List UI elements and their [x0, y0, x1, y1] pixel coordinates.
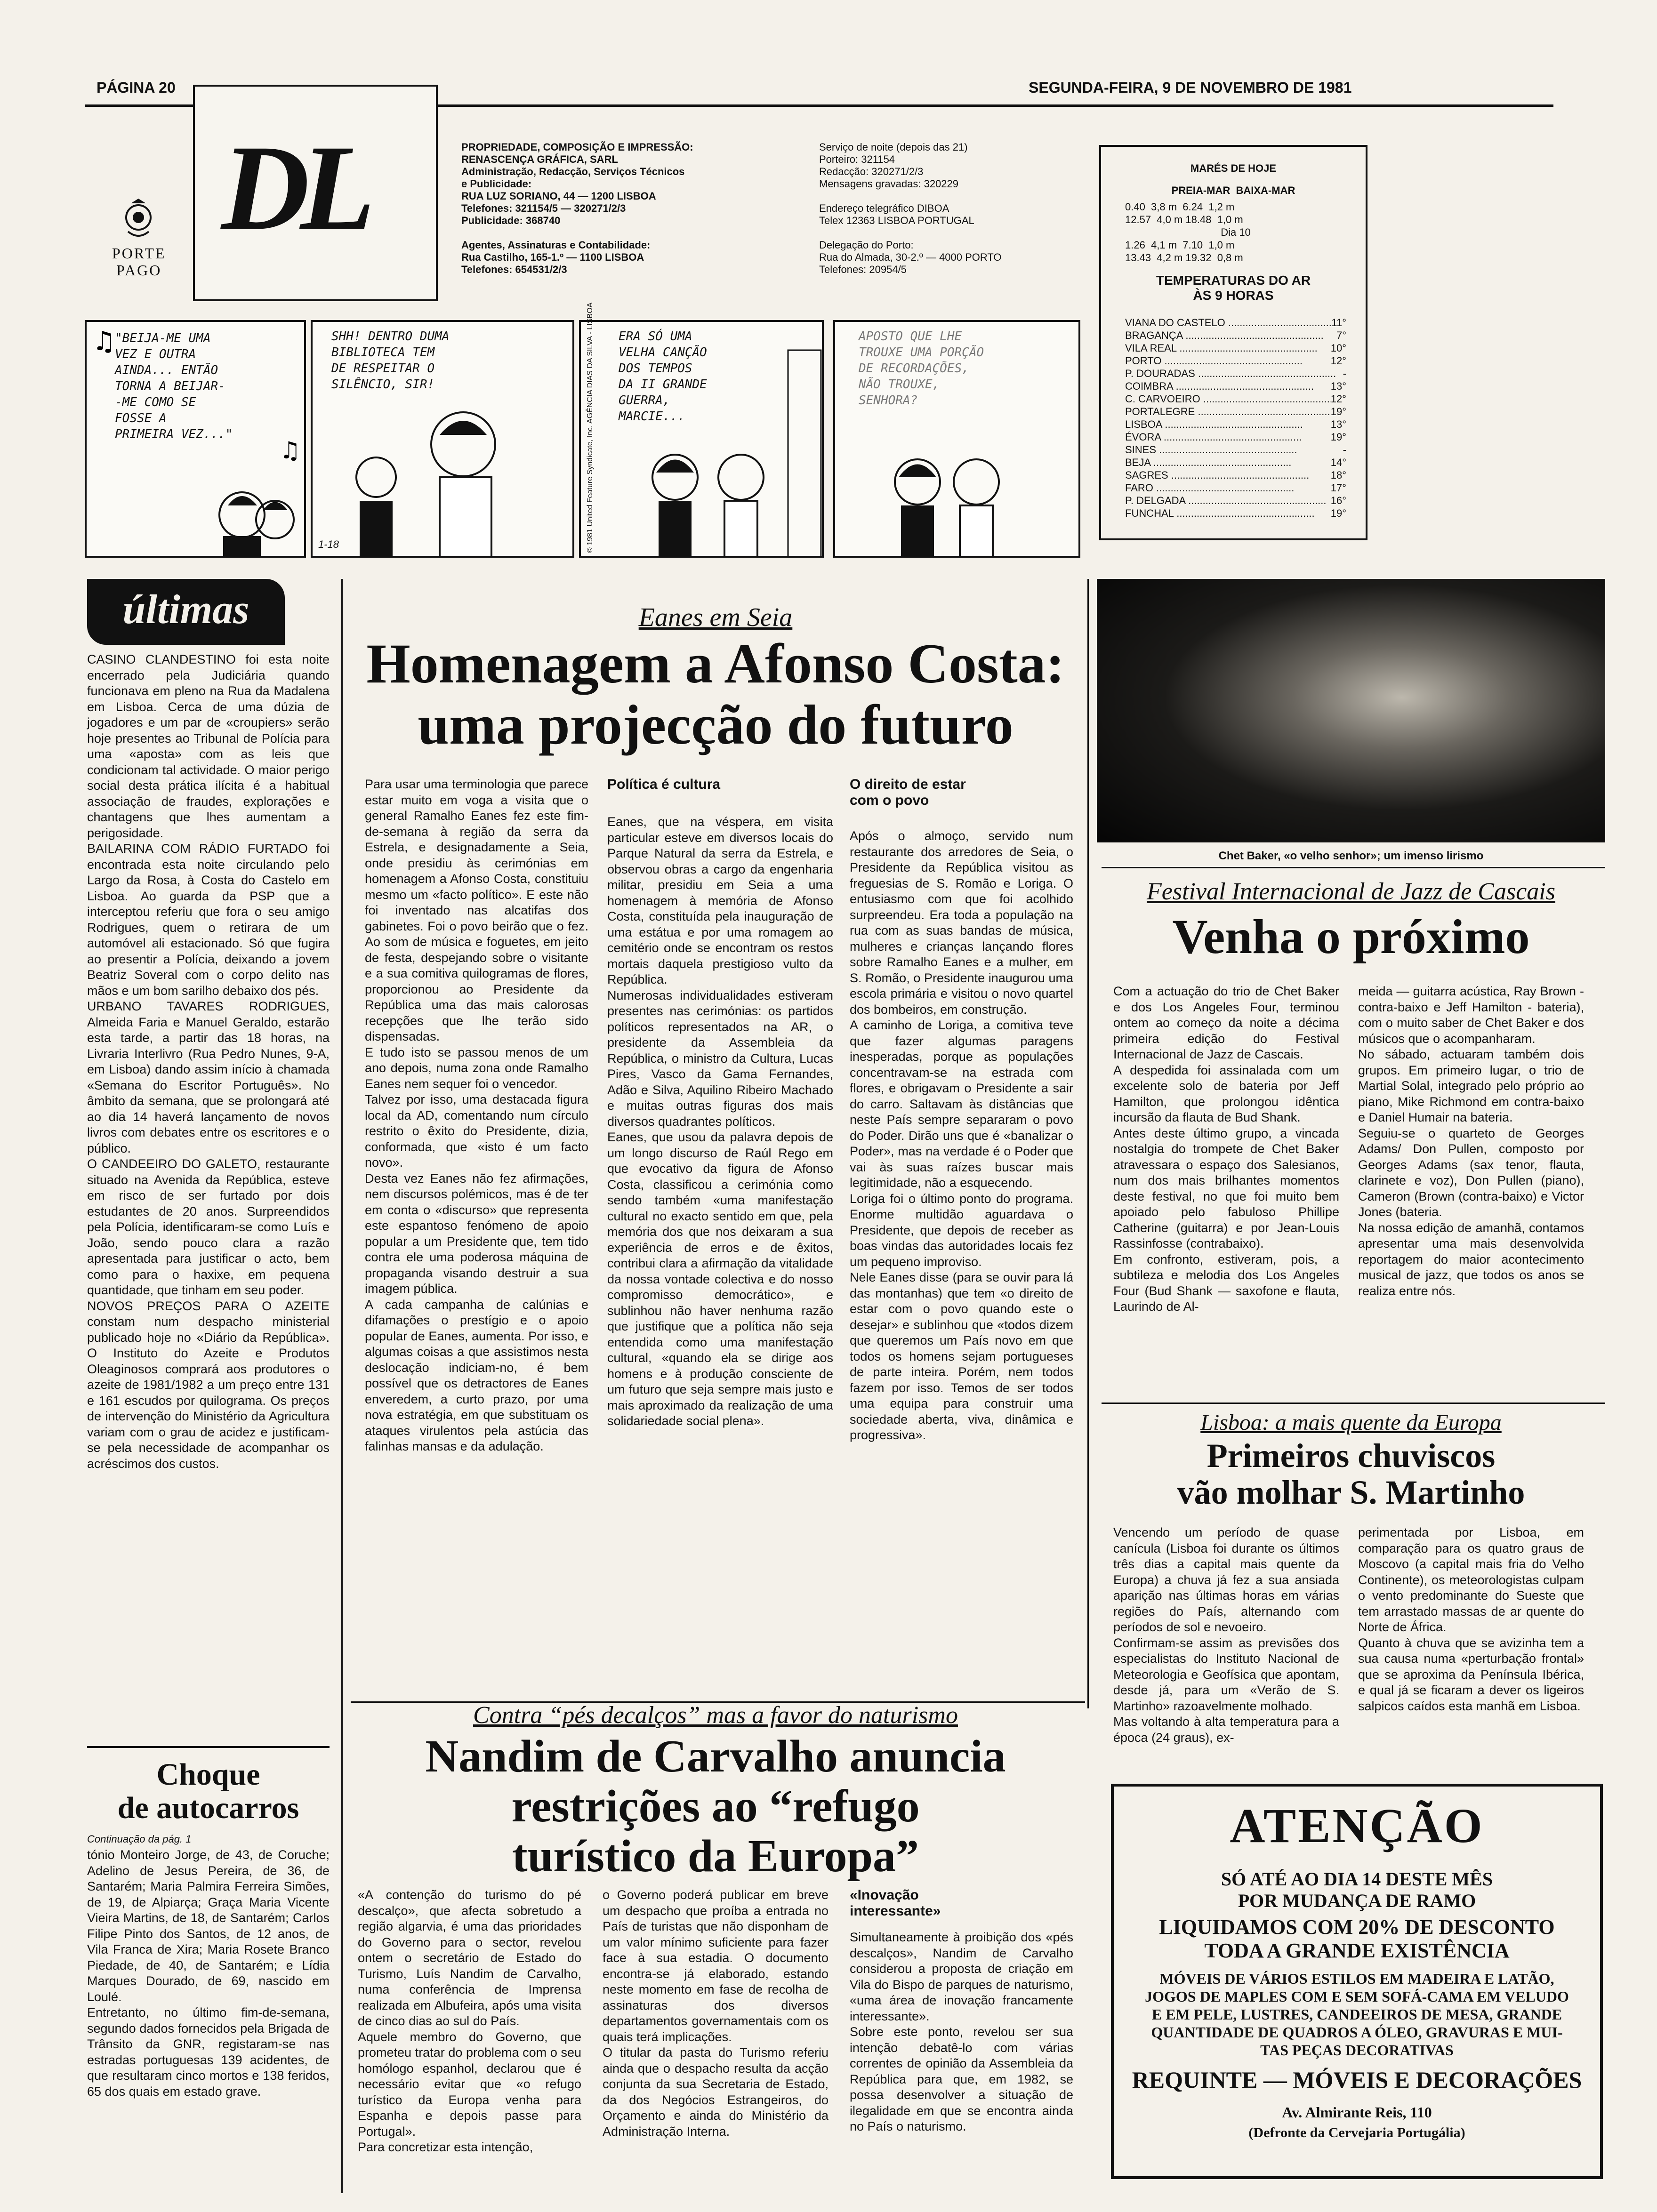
ad-line-3: MÓVEIS DE VÁRIOS ESTILOS EM MADEIRA E LATÃO, JOGOS DE MAPLES COM E SEM SOFÁ-CAMA EM VELUDO E EM PELE, LUSTRES, CANDEEIROS DE MESA, GRANDE QUANTIDADE DE QUADROS A ÓLEO, GRAVURAS E MUI- TAS PEÇAS DECORATIVAS	[1145, 1970, 1569, 2059]
temp-row: P. DOURADAS ..... -	[1125, 367, 1346, 380]
jazz-kicker: Festival Internacional de Jazz de Cascais	[1147, 878, 1555, 905]
chuviscos-headline: Primeiros chuviscos vão molhar S. Martinho	[1177, 1437, 1525, 1511]
temp-row: LISBOA ..... 13°	[1125, 418, 1346, 431]
tides-header: PREIA-MAR BAIXA-MAR	[1171, 184, 1295, 196]
eanes-kicker: Eanes em Seia	[638, 603, 793, 632]
temperatures-table	[1125, 316, 1346, 520]
comic-characters-icon	[87, 322, 306, 558]
temp-row: C. CARVOEIRO ..... 12°	[1125, 393, 1346, 405]
comic-speech-3: ERA SÓ UMA VELHA CANÇÃO DOS TEMPOS DA II GRANDE GUERRA, MARCIE...	[619, 329, 707, 424]
ultimas-briefs: CASINO CLANDESTINO foi esta noite encerrado pela Judiciária quando funcionava em pleno na Rua da Madalena em Lisboa. Cerca de uma dúzia de jogadores e um par de «croupiers» serão hoje presentes ao Tribunal de Polícia para uma «aposta» com as leis que condicionam tal actividade. O maior perigo social desta prática ilícita é a habitual associação de fraudes, explorações e chantagens que lhes aumentam a perigosidade. BAILARINA COM RÁDIO FURTADO foi encontrada esta noite circulando pelo Largo da Rosa, à Costa do Castelo em Lisboa. Ao guarda da PSP que a interceptou referiu que fora o seu amigo Rodrigues, quem o retirara de um automóvel ali estacionado. Só que fugira ao presentir a Polícia, deixando a jovem Beatriz Soveral com o corpo delito nas mãos e um bom sarilho debaixo dos pés. URBANO TAVARES RODRIGUES, Almeida Faria e Manuel Geraldo, estarão esta tarde, a partir das 18 horas, na Livraria Interlivro (Rua Pedro Nunes, 9-A, em Lisboa) dando assim início à chamada «Semana do Escritor Português». No âmbito da semana, que se prolongará até ao dia 14 haverá lançamento de novos livros com debates entre os escritores e o público. O CANDEEIRO DO GALETO, restaurante situado na Avenida da República, esteve em risco de ser furtado por dois estudantes de 20 anos. Surpreendidos pela Polícia, identificaram-se como Luís e João, sendo pouco clara a razão apresentada para justificar o acto, bem como para o haxixe, em pequena quantidade, que tinham em seu poder. NOVOS PREÇOS PARA O AZEITE constam num despacho ministerial publicado hoje no «Diário da República». O Instituto do Azeite e Produtos Oleaginosos comprará aos produtores o azeite de 1981/1982 a um preço entre 131 e 161 escudos por quilograma. Os preços de intervenção do Ministério da Agricultura variam com o grau de acidez e justificam-se pela necessidade de acompanhar os acréscimos dos custos.	[87, 652, 330, 1471]
comic-speech-1: "BEIJA-ME UMA VEZ E OUTRA AINDA... ENTÃO TORNA A BEIJAR- -ME COMO SE FOSSE A PRIMEIRA VEZ..."	[115, 331, 233, 441]
temperatures-title: TEMPERATURAS DO AR ÀS 9 HORAS	[1156, 273, 1311, 303]
chuviscos-top-rule	[1102, 1403, 1605, 1404]
tide-row: 13.43 4,2 m 19.32 0,8 m	[1125, 252, 1243, 264]
comic-girls-icon	[835, 322, 1080, 558]
nandim-column-1: «A contenção do turismo do pé descalço», que afecta sobretudo a região algarvia, é uma das prioridades do Governo para o sector, revelou ontem o secretário de Estado do Turismo, Luís Nandim de Carvalho, numa conferência de Imprensa realizada em Albufeira, após uma visita de cinco dias ao sul do País. Aquele membro do Governo, que prometeu tratar do problema com o seu homólogo espanhol, declarou que é necessário evitar que «o refugo turístico da Europa venha para Espanha e depois passe para Portugal». Para concretizar esta intenção,	[358, 1888, 581, 2154]
comic-librarian-icon	[313, 322, 574, 558]
temp-row: PORTO ..... 12°	[1125, 354, 1346, 367]
nandim-column-2: o Governo poderá publicar em breve um despacho que proíba a entrada no País de turistas que não disponham de um valor mínimo suficiente para fazer face à sua estadia. O documento encontra-se já elaborado, estando neste momento em fase de recolha de assinaturas dos diversos departamentos governamentais com os quais terá implicações. O titular da pasta do Turismo referiu ainda que o despacho resulta da acção conjunta da sua Secretaria de Estado, da dos Negócios Estrangeiros, do Orçamento e ainda do Ministério da Administração Interna.	[603, 1888, 828, 2139]
comic-panel-2	[311, 320, 574, 558]
temp-row: P. DELGADA ..... 16°	[1125, 494, 1346, 507]
tide-row: 0.40 3,8 m 6.24 1,2 m	[1125, 201, 1235, 213]
eanes-headline: Homenagem a Afonso Costa: uma projecção do futuro	[366, 632, 1065, 756]
temp-row: SAGRES ..... 18°	[1125, 469, 1346, 481]
choque-headline: Choque de autocarros	[117, 1757, 299, 1826]
ad-line-2: LIQUIDAMOS COM 20% DE DESCONTO TODA A GRANDE EXISTÊNCIA	[1159, 1915, 1555, 1962]
ad-line-1: SÓ ATÉ AO DIA 14 DESTE MÊS POR MUDANÇA DE RAMO	[1221, 1868, 1493, 1911]
tide-row: 1.26 4,1 m 7.10 1,0 m	[1125, 239, 1235, 251]
chuviscos-column-2: perimentada por Lisboa, em comparação para os quatro graus de Moscovo (a capital mais fria do Velho Continente), os meteorologistas culpam o vento predominante do Sueste que tem arrastado massas de ar quente do Norte de África. Quanto à chuva que se avizinha tem a sua causa numa «perturbação frontal» que se aproxima da Península Ibérica, e qual já se ficaram a dever os ligeiros salpicos caídos esta manhã em Lisboa.	[1358, 1525, 1584, 1713]
jazz-column-1: Com a actuação do trio de Chet Baker e dos Los Angeles Four, terminou ontem ao começo da noite a décima primeira edição do Festival Internacional de Jazz de Cascais. A despedida foi assinalada com um excelente solo de bateria por Jeff Hamilton, que prolongou idêntica incursão da flauta de Bud Shank. Antes deste último grupo, a vincada nostalgia do trompete de Chet Baker atravessara o espaço dos Salesianos, num dos mais brilhantes momentos deste festival, no que foi muito bem apoiado pelo fabuloso Phillipe Catherine (guitarra) e por Jean-Louis Rassinfosse (contrabaixo). Em confronto, estiveram, pois, a subtileza e melodia dos Los Angeles Four (Bud Shank — saxofone e flauta, Laurindo de Al-	[1113, 984, 1339, 1314]
page-number: PÁGINA 20	[97, 79, 176, 96]
temp-row: VIANA DO CASTELO ..... 11°	[1125, 316, 1346, 329]
ad-address: Av. Almirante Reis, 110	[1282, 2104, 1432, 2121]
tide-row: 12.57 4,0 m 18.48 1,0 m	[1125, 214, 1243, 225]
eanes-subhead-2: O direito de estar com o povo	[850, 777, 966, 808]
choque-top-rule	[87, 1746, 330, 1748]
nandim-headline: Nandim de Carvalho anuncia restrições ao “refugo turístico da Europa”	[425, 1731, 1006, 1882]
comic-panel-3	[579, 302, 824, 558]
choque-continuation: Continuação da pág. 1	[87, 1833, 192, 1845]
ultimas-title: últimas	[122, 587, 249, 633]
temp-row: ÉVORA ..... 19°	[1125, 431, 1346, 443]
temp-row: FUNCHAL ..... 19°	[1125, 507, 1346, 520]
temp-row: VILA REAL ..... 10°	[1125, 342, 1346, 354]
eanes-column-1: Para usar uma terminologia que parece estar muito em voga a visita que o general Ramalho Eanes fez este fim-de-semana à região da serra da Estrela, e designadamente a Seia, onde presidiu às cerimónias em homenagem a Afonso Costa, constituiu mesmo um «facto político». E este não foi inventado nas alcatifas dos gabinetes. Foi o povo beirão que o fez. Ao som de música e foguetes, em jeito de festa, despejando sobre o visitante e a sua comitiva quilogramas de flores, proporcionou ao Presidente da República uma das mais calorosas recepções que lhe terão sido dispensadas. E tudo isto se passou menos de um ano depois, numa zona onde Ramalho Eanes nem sequer foi o vencedor. Talvez por isso, uma destacada figura local da AD, comentando num círculo restrito o êxito do Presidente, dizia, conformada, que «isto é um facto novo». Desta vez Eanes não fez afirmações, nem discursos polémicos, mas é de ter em conta o «discurso» que representa este espantoso fenómeno de apoio popular a um Presidente que, tem tido contra ele uma poderosa máquina de propaganda visando destruir a sua imagem pública. A cada campanha de calúnias e difamações o prestígio e o apoio popular de Eanes, aumenta. Por isso, e algumas coisas a que assistimos nesta deslocação indiciam-no, é bem possível que os detractores de Eanes enveredem, a curto prazo, por uma nova estratégia, em que substituam os ataques virulentos pela astúcia das falinhas mansas e da adulação.	[365, 777, 588, 1453]
nandim-column-3: Simultaneamente à proibição dos «pés descalços», Nandim de Carvalho considerou a proposta de criação em Vila do Bispo de parques de naturismo, «uma área de inovação francamente interessante». Sobre este ponto, revelou ser sua intenção debatê-lo com várias correntes de opinião da Assembleia da República para que, em 1982, se possa desenvolver a situação de ilegalidade em que se encontra ainda no País o naturismo.	[850, 1930, 1073, 2133]
comic-speech-4: APOSTO QUE LHE TROUXE UMA PORÇÃO DE RECORDAÇÕES, NÃO TROUXE, SENHORA?	[859, 329, 984, 408]
temp-row: BEJA ..... 14°	[1125, 456, 1346, 469]
temp-row: COIMBRA ..... 13°	[1125, 380, 1346, 393]
chuviscos-kicker: Lisboa: a mais quente da Europa	[1200, 1410, 1502, 1435]
masthead-publisher-info: PROPRIEDADE, COMPOSIÇÃO E IMPRESSÃO: RENASCENÇA GRÁFICA, SARL Administração, Redacção, Serviços Técnicos e Publicidade: RUA LUZ SORIANO, 44 — 1200 LISBOA Telefones: 321154/5 — 320271/2/3 Publicidade: 368740 Agentes, Assinaturas e Contabilidade: Rua Castilho, 165-1.º — 1100 LISBOA Telefones: 654531/2/3	[461, 141, 693, 275]
crest-icon	[121, 198, 155, 240]
left-column-divider	[341, 579, 343, 2193]
comic-panel-1	[85, 320, 306, 558]
temp-row: PORTALEGRE ..... 19°	[1125, 405, 1346, 418]
nandim-subhead: «Inovação interessante»	[850, 1887, 941, 1919]
chet-baker-photo	[1097, 579, 1605, 842]
temp-row: SINES ..... -	[1125, 443, 1346, 456]
tides-title: MARÉS DE HOJE	[1190, 162, 1277, 174]
comic-panel-4	[833, 320, 1080, 558]
temp-row: BRAGANÇA ..... 7°	[1125, 329, 1346, 342]
ad-title: ATENÇÃO	[1230, 1799, 1484, 1853]
photo-caption: Chet Baker, «o velho senhor»; um imenso lirismo	[1218, 850, 1484, 862]
svg-text:♫: ♫	[92, 326, 116, 357]
porte-pago-label: PORTE PAGO	[112, 245, 166, 279]
svg-text:♫: ♫	[280, 437, 301, 464]
jazz-headline: Venha o próximo	[1172, 910, 1530, 964]
ad-note: (Defronte da Cervejaria Portugália)	[1248, 2125, 1465, 2140]
jazz-top-rule	[1102, 867, 1605, 868]
comic-girls-icon	[581, 322, 824, 558]
tides-table	[1125, 200, 1346, 264]
eanes-column-2: Eanes, que na véspera, em visita particular esteve em diversos locais do Parque Natural da serra da Estrela, e observou obras a cargo da engenharia militar, presidiu em Seia a uma homenagem à memória de Afonso Costa, constituída pela inauguração de uma estátua e por uma romagem ao cemitério onde se encontram os restos mortais daquela prestigioso vulto da República. Numerosas individualidades estiveram presentes nas cerimónias: os partidos políticos representados na AR, o presidente da Assembleia da República, o ministro da Cultura, Lucas Pires, Vasco da Gama Fernandes, Adão e Silva, Aquilino Ribeiro Machado e muitas outras figuras dos mais diversos quadrantes políticos. Eanes, que usou da palavra depois de um longo discurso de Raúl Rego em que evocativo da figura de Afonso Costa, classificou a cerimónia como sendo também «uma manifestação cultural no exacto sentido em que, pela memória dos que nos deixaram a sua experiência de erros e de êxitos, contribui clara a afirmação da vitalidade da nossa vontade colectiva e do nosso compromisso democrático», e sublinhou não haver nenhuma razão que justifique que a política não seja entendida como uma manifestação cultural, «quando ela se dirige aos homens e à produção consciente de um futuro que seja sempre mais justo e mais aproximado da realização de uma solidariedade social plena».	[607, 815, 833, 1428]
newspaper-logo: DL	[221, 120, 366, 256]
chuviscos-column-1: Vencendo um período de quase canícula (Lisboa foi durante os últimos três dias a capital mais quente da Europa) a chuva já fez a sua ansiada aparição nas últimas horas em várias regiões do País, alternando com períodos de sol e nevoeiro. Confirmam-se assim as previsões dos especialistas do Instituto Nacional de Meteorologia e Geofísica que apontam, desde já, para um «Verão de S. Martinho» razoavelmente molhado. Mas voltando à alta temperatura para a época (24 graus), ex-	[1113, 1525, 1339, 1745]
ad-brand: REQUINTE — MÓVEIS E DECORAÇÕES	[1132, 2067, 1582, 2093]
comic-date-mark: 1-18	[318, 538, 339, 550]
nandim-kicker: Contra “pés decalços” mas a favor do naturismo	[473, 1702, 958, 1729]
eanes-subhead-1: Política é cultura	[607, 777, 721, 792]
issue-date: SEGUNDA-FEIRA, 9 DE NOVEMBRO DE 1981	[1029, 79, 1352, 96]
choque-body: tónio Monteiro Jorge, de 43, de Coruche; Adelino de Jesus Pereira, de 36, de Santarém; Maria Palmira Ferreira Simões, de 19, de Alpiarça; Graça Maria Vicente Vieira Martins, de 18, de Santarém; Carlos Filipe Pinto dos Santos, de 12 anos, de Vila Franca de Xira; Maria Rosete Branco Piedade, de 40, de Santarém; e Lídia Marques Dourado, de 69, nascido em Loulé. Entretanto, no último fim-de-semana, segundo dados fornecidos pela Brigada de Trânsito da GNR, registaram-se nas estradas portuguesas 139 acidentes, de que resultaram cinco mortos e 138 feridos, 65 dos quais em estado grave.	[87, 1848, 330, 2099]
temp-row: FARO ..... 17°	[1125, 481, 1346, 494]
center-column-divider	[1087, 579, 1089, 1708]
jazz-column-2: meida — guitarra acústica, Ray Brown - contra-baixo e Jeff Hamilton - bateria), com o muito saber de Chet Baker e dos músicos que o acompanharam. No sábado, actuaram também dois grupos. Em primeiro lugar, o trio de Martial Solal, integrado pelo próprio ao piano, Mike Richmond em contra-baixo e Daniel Humair na bateria. Seguiu-se o quarteto de Georges Adams/ Don Pullen, composto por Georges Adams (sax tenor, flauta, clarinete e voz), Don Pullen (piano), Cameron (Brown (contra-baixo) e Victor Jones (bateria. Na nossa edição de amanhã, contamos apresentar uma mais desenvolvida reportagem do maior acontecimento musical de jazz, que todos os anos se realiza entre nós.	[1358, 984, 1584, 1298]
eanes-column-3: Após o almoço, servido num restaurante dos arredores de Seia, o Presidente da República visitou as freguesias de S. Romão e Loriga. O entusiasmo com que foi acolhido surpreendeu. Era toda a população na rua com as suas bandas de música, mulheres e crianças lançando flores sobre Ramalho Eanes e a mulher, em S. Romão, o Presidente inaugurou uma escola primária e visitou o novo quartel dos bombeiros, em construção. A caminho de Loriga, a comitiva teve que fazer algumas paragens inesperadas, porque as populações concentravam-se na estrada com flores, e obrigavam o Presidente a sair do carro. Saltavam às distâncias que neste País sempre separaram o povo do Poder. Dirão uns que é «banalizar o Poder», mas na verdade é o Poder que vai às suas raízes buscar mais legitimidade, não a esquecendo. Loriga foi o último ponto do programa. Enorme multidão aguardava o Presidente, que depois de receber as boas vindas das autoridades locais fez um pequeno improviso. Nele Eanes disse (para se ouvir para lá das montanhas) que tem «o direito de estar com o povo quando este o desejar» e sublinhou que «todos dizem que queremos um País novo em que todos os homens sejam portugueses de parte inteira. Porém, nem todos fazem por isso. Temos de ser todos uma equipa para construir uma sociedade aberta, viva, dinâmica e progressiva».	[850, 829, 1073, 1442]
masthead-contacts: Serviço de noite (depois das 21) Porteiro: 321154 Redacção: 320271/2/3 Mensagens gravadas: 320229 Endereço telegráfico DIBOA Telex 12363 LISBOA PORTUGAL Delegação do Porto: Rua do Almada, 30-2.º — 4000 PORTO Telefones: 20954/5	[819, 141, 1002, 275]
tide-day-label: Dia 10	[1221, 226, 1251, 238]
comic-speech-2: SHH! DENTRO DUMA BIBLIOTECA TEM DE RESPEITAR O SILÊNCIO, SIR!	[331, 329, 450, 392]
comic-credit: © 1981 United Feature Syndicate, Inc. AGÊNCIA DIAS DA SILVA - LISBOA	[586, 302, 594, 553]
